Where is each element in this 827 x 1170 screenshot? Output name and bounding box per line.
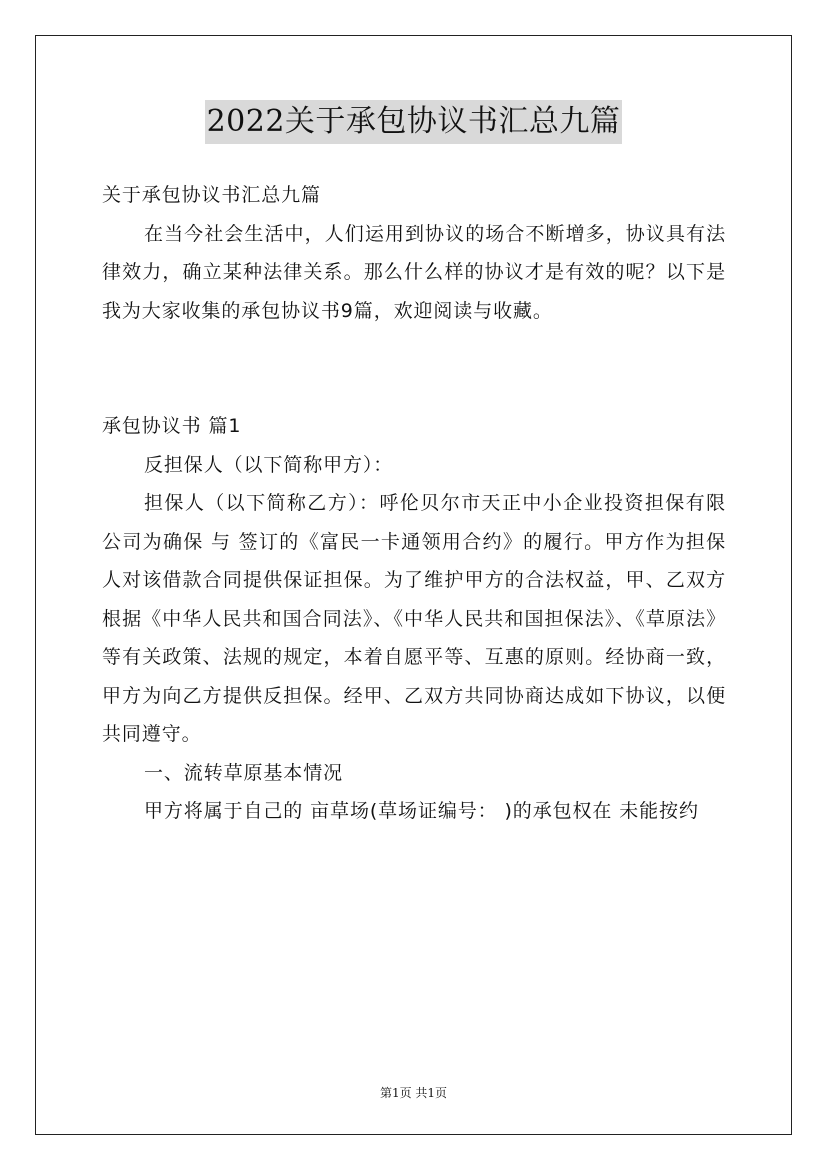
- title-container: [0, 100, 827, 144]
- page-number: 第1页 共1页: [379, 1086, 448, 1100]
- paragraph-guarantor: 担保人（以下简称乙方）：呼伦贝尔市天正中小企业投资担保有限公司为确保 与 签订的《富民一卡通领用合约》的履行。甲方作为担保人对该借款合同提供保证担保。为了维护甲方的合法权益，甲、乙双方根据《中华人民共和国合同法》、《中华人民共和国担保法》、《草原法》等有关政策、法规的规定，本着自愿平等、互惠的原则。经协商一致，甲方为向乙方提供反担保。经甲、乙双方共同协商达成如下协议，以便共同遵守。: [102, 492, 726, 745]
- intro-paragraph: 在当今社会生活中，人们运用到协议的场合不断增多，协议具有法律效力，确立某种法律关系。那么什么样的协议才是有效的呢？以下是我为大家收集的承包协议书9篇，欢迎阅读与收藏。: [102, 222, 726, 322]
- clause-paragraph: 甲方将属于自己的 亩草场(草场证编号： )的承包权在 未能按约: [144, 800, 699, 822]
- clause-heading: 一、流转草原基本情况: [144, 761, 344, 784]
- section-heading: 承包协议书 篇1: [102, 415, 242, 437]
- document-subtitle: 关于承包协议书汇总九篇: [102, 184, 321, 206]
- spacer: [102, 330, 726, 407]
- paragraph-counter-guarantor: 反担保人（以下简称甲方）：: [144, 453, 394, 476]
- document-body: [102, 176, 726, 831]
- document-title: 2022关于承包协议书汇总九篇: [205, 100, 623, 144]
